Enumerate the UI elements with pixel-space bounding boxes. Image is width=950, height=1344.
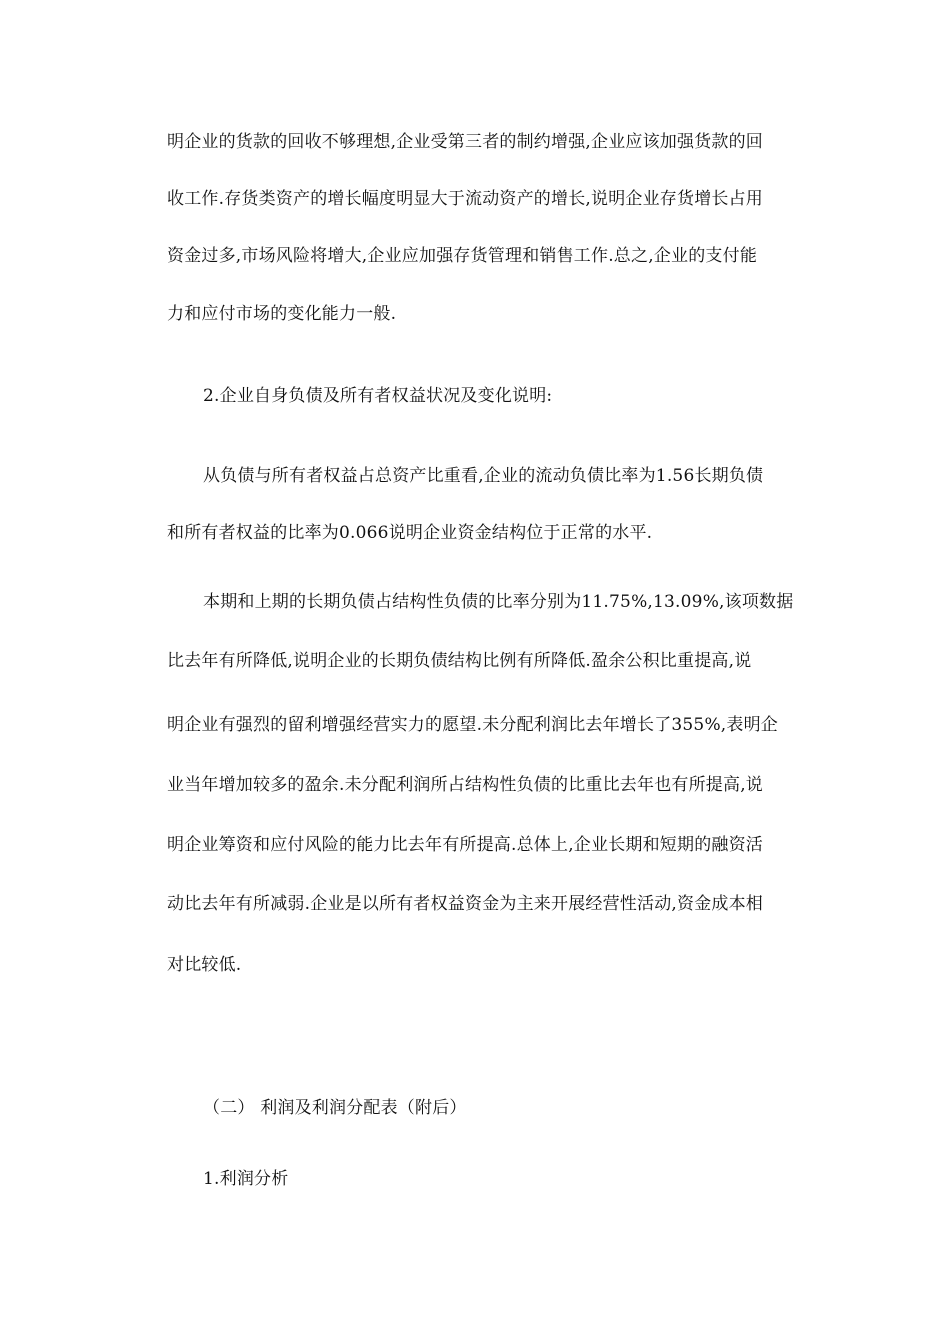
subsection-heading: 1.利润分析	[203, 1169, 289, 1189]
section-heading: 2.企业自身负债及所有者权益状况及变化说明:	[203, 386, 553, 406]
paragraph-line: 动比去年有所减弱.企业是以所有者权益资金为主来开展经营性活动,资金成本相	[167, 894, 764, 914]
paragraph-line: 收工作.存货类资产的增长幅度明显大于流动资产的增长,说明企业存货增长占用	[167, 189, 764, 209]
paragraph-line: 从负债与所有者权益占总资产比重看,企业的流动负债比率为1.56长期负债	[203, 466, 764, 486]
paragraph-line: 明企业的货款的回收不够理想,企业受第三者的制约增强,企业应该加强货款的回	[167, 132, 764, 152]
paragraph-line: 明企业筹资和应付风险的能力比去年有所提高.总体上,企业长期和短期的融资活	[167, 835, 764, 855]
paragraph-line: 资金过多,市场风险将增大,企业应加强存货管理和销售工作.总之,企业的支付能	[167, 246, 758, 266]
paragraph-line: 对比较低.	[167, 955, 242, 975]
paragraph-line: 业当年增加较多的盈余.未分配利润所占结构性负债的比重比去年也有所提高,说	[167, 775, 764, 795]
section-heading: （二） 利润及利润分配表（附后）	[203, 1098, 467, 1118]
paragraph-line: 明企业有强烈的留利增强经营实力的愿望.未分配利润比去年增长了355%,表明企	[167, 715, 779, 735]
paragraph-line: 和所有者权益的比率为0.066说明企业资金结构位于正常的水平.	[167, 523, 653, 543]
paragraph-line: 本期和上期的长期负债占结构性负债的比率分别为11.75%,13.09%,该项数据	[203, 592, 794, 612]
paragraph-line: 力和应付市场的变化能力一般.	[167, 304, 397, 324]
paragraph-line: 比去年有所降低,说明企业的长期负债结构比例有所降低.盈余公积比重提高,说	[167, 651, 752, 671]
